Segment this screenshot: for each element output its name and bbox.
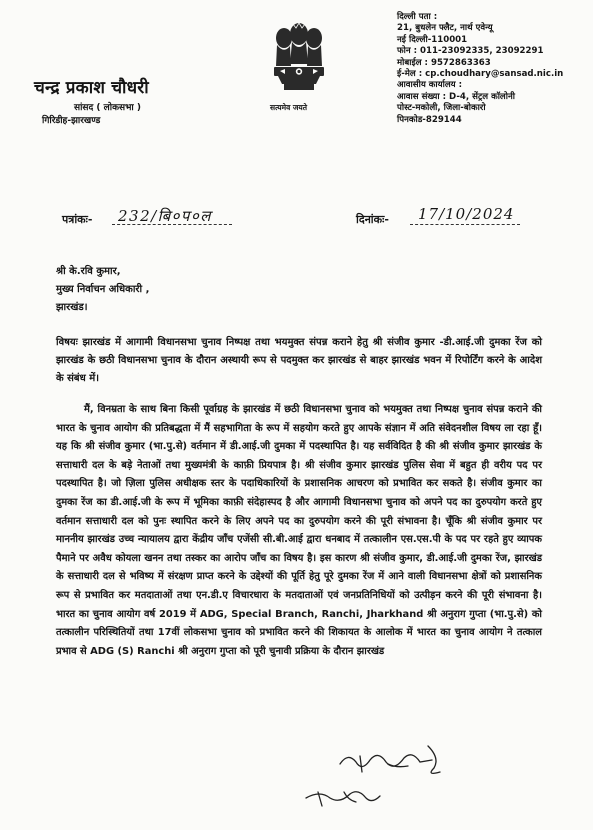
sender-name: चन्द्र प्रकाश चौधरी xyxy=(34,78,149,98)
reference-number: 232/बि०प०ल xyxy=(118,207,212,225)
address-line: फोन : 011-23092335, 23092291 xyxy=(397,46,544,57)
address-line: ई-मेल : cp.choudhary@sansad.nic.in xyxy=(397,69,564,80)
date-label: दिनांकः- xyxy=(356,213,389,226)
letter-body: मैं, विनम्रता के साथ बिना किसी पूर्वाग्रह के झारखंड में छठी विधानसभा चुनाव को भयमुक्त तथा निष्पक्ष चुनाव संपन्न कराने की भारत के चुनाव आयोग की प्रतिबद्धता में मैं सहभागिता के रूप में सहयोग करते हुए आपके संज्ञान में अति संवेदनशील विषय ला रहा हूँ। यह कि श्री संजीव कुमार (भा.पु.से) वर्तमान में डी.आई.जी दुमका में पदस्थापित है। यह सर्वविदित है की श्री संजीव कुमार झारखंड के सत्ताधारी दल के बड़े नेताओं तथा मुख्यमंत्री के काफ़ी प्रियपात्र है। श्री संजीव कुमार झारखंड पुलिस सेवा में बहुत ही वरीय पद पर पदस्थापित है। जो ज़िला पुलिस अधीक्षक स्तर के पदाधिकारियों के प्रशासनिक आचरण को प्रभावित कर सकते है। संजीव कुमार का दुमका रेंज का डी.आई.जी के रूप में भूमिका काफ़ी संदेहास्पद है और आगामी विधानसभा चुनाव को अपने पद का दुरुपयोग करते हुए वर्तमान सत्ताधारी दल को पुनः स्थापित करने के लिए अपने पद का दुरुपयोग करने की पूरी संभावना है। चूँकि श्री संजीव कुमार पर माननीय झारखंड उच्च न्यायालय द्वारा केंद्रीय जाँच एजेंसी सी.बी.आई द्वारा धनबाद में तत्कालीन एस.एस.पी के पद पर रहते हुए व्यापक पैमाने पर अवैध कोयला खनन तथा तस्कर का आरोप जाँच का विषय है। इस कारण श्री संजीव कुमार, डी.आई.जी दुमका रेंज, झारखंड के सत्ताधारी दल से भविष्य में संरक्षण प्राप्त करने के उद्देश्यों की पूर्ति हेतु पूरे दुमका रेंज में आने वाली विधानसभा क्षेत्रों को प्रशासनिक रूप से प्रभावित कर मतदाताओं तथा एन.डी.ए विचारधारा के मतदाताओं एवं जनप्रतिनिधियों को उत्पीड़न करने की पूरी संभावना है। भारत का चुनाव आयोग वर्ष 2019 में ADG, Special Branch, Ranchi, Jharkhand श्री अनुराग गुप्ता (भा.पु.से) को तत्कालीन परिस्थितियों तथा 17वीं लोकसभा चुनाव को प्रभावित करने की शिकायत के आलोक में भारत का चुनाव आयोग ने तत्काल प्रभाव से ADG (S) Ranchi श्री अनुराग गुप्ता को पूरी चुनावी प्रक्रिया के दौरान झारखंड xyxy=(56,404,542,657)
address-block xyxy=(397,12,587,126)
date-underline xyxy=(410,224,520,225)
sender-constituency: गिरिडीह-झारखण्ड xyxy=(42,116,101,126)
emblem-motto: सत्यमेव जयते xyxy=(270,103,308,112)
address-line: आवासीय कार्यालय : xyxy=(397,80,463,91)
letter-date: 17/10/2024 xyxy=(418,205,515,223)
address-line: पिनकोड-829144 xyxy=(397,114,462,125)
address-line: पोस्ट-मकोली, जिला-बोकारो xyxy=(397,103,486,114)
address-line: 21, बुधलेन फ्लैट, नार्थ एवेन्यू xyxy=(397,23,493,34)
recipient-line: मुख्य निर्वाचन अधिकारी , xyxy=(56,284,150,295)
address-line: आवास संख्या : D-4, सेंट्रल कॉलोनी xyxy=(397,91,515,102)
address-line: दिल्ली पता : xyxy=(397,12,438,22)
reference-label: पत्रांकः- xyxy=(62,213,93,226)
national-emblem-icon xyxy=(268,12,330,108)
recipient-line: झारखंड। xyxy=(56,302,88,313)
address-line: मोबाईल : 9572863363 xyxy=(397,57,491,68)
signature-icon xyxy=(300,742,470,814)
sender-designation: सांसद ( लोकसभा ) xyxy=(74,103,141,113)
address-line: नई दिल्ली-110001 xyxy=(397,34,468,45)
reference-underline xyxy=(112,224,232,225)
recipient-block xyxy=(56,263,149,317)
recipient-line: श्री के.रवि कुमार, xyxy=(56,266,121,277)
letter-subject: विषयः झारखंड में आगामी विधानसभा चुनाव निष्पक्ष तथा भयमुक्त संपन्न कराने हेतु श्री संजीव कुमार -डी.आई.जी दुमका रेंज को झारखंड के छठी विधानसभा चुनाव के दौरान अस्थायी रूप से पदमुक्त कर झारखंड से बाहर झारखंड भवन में रिपोर्टिंग करने के आदेश के संबंध में। xyxy=(56,337,542,384)
